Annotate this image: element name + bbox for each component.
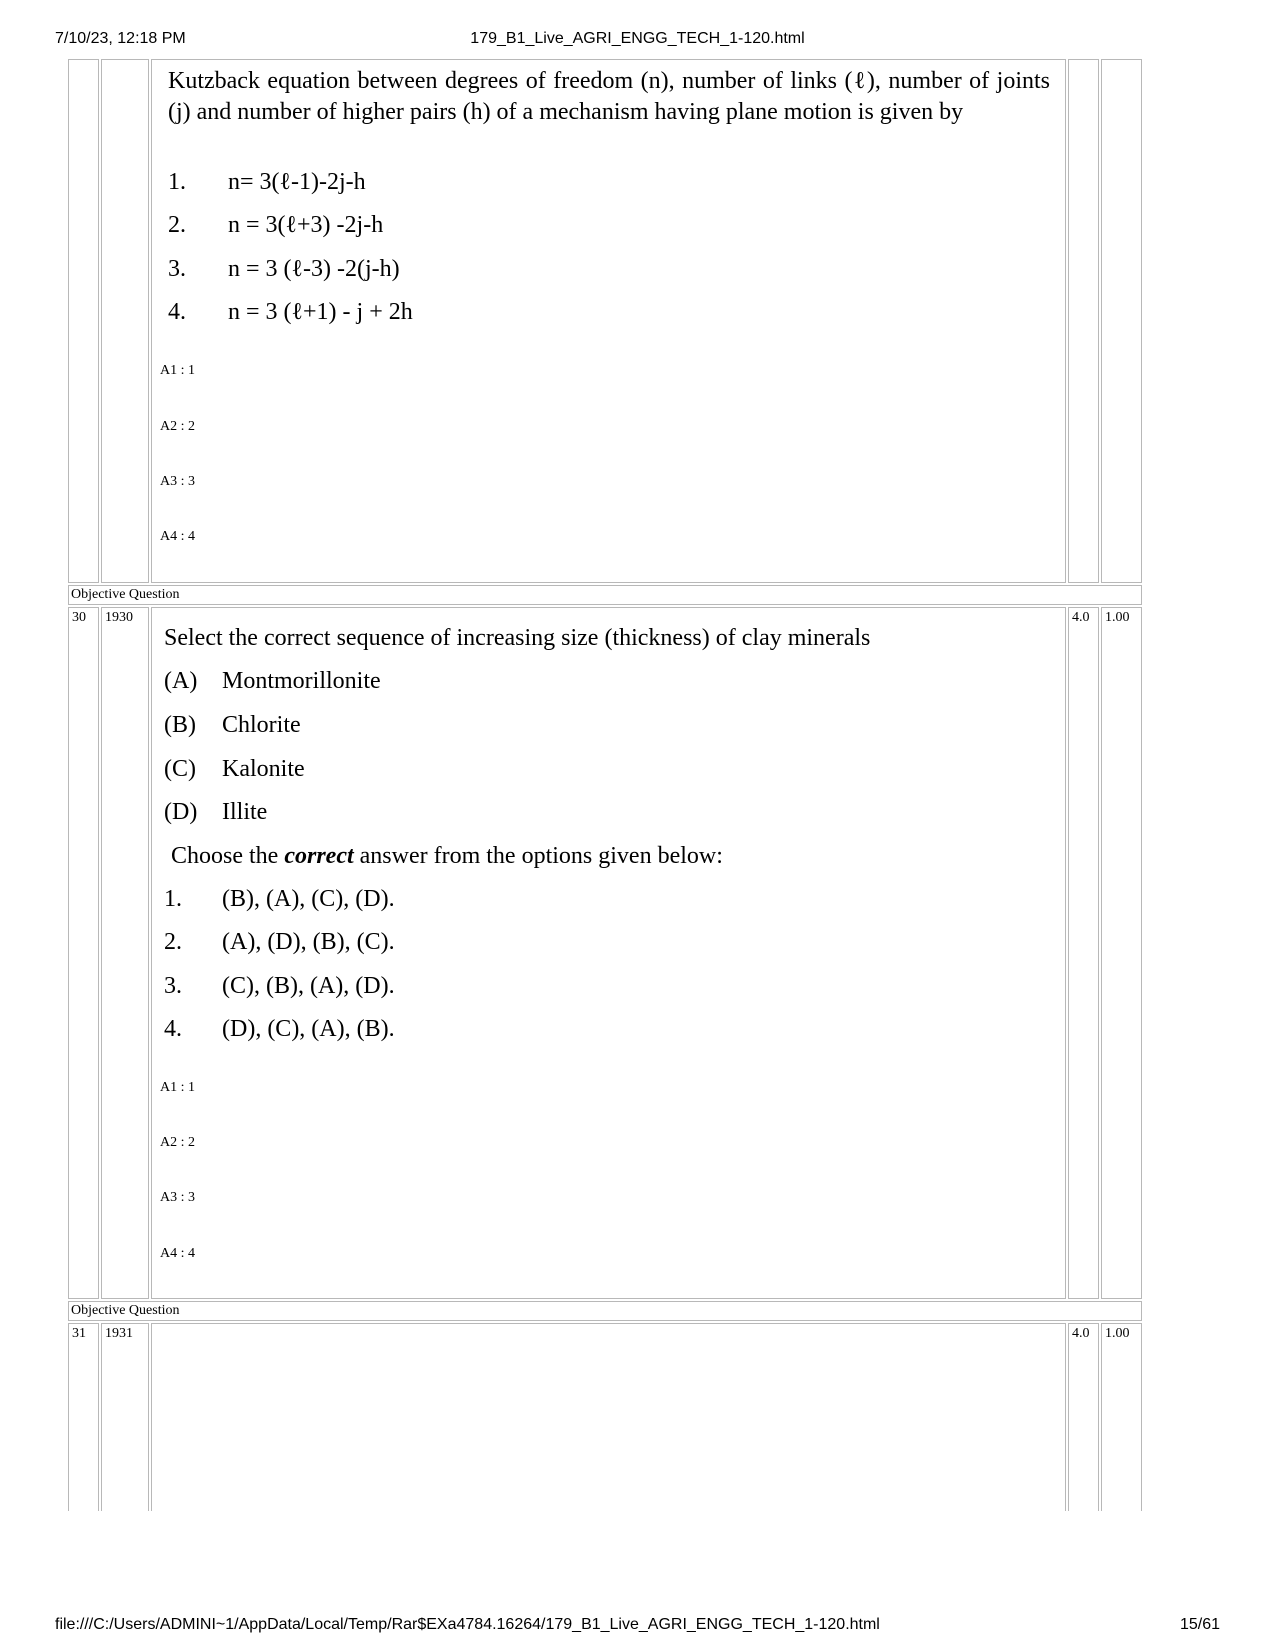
q29-negative-cell [1101,59,1142,583]
q30-type-label: Objective Question [68,585,1142,605]
q29-qid-cell [101,59,149,583]
q29-marks-cell [1068,59,1099,583]
q30-question-text: Select the correct sequence of increasing size (thickness) of clay minerals [164,625,871,651]
q30-marks-cell: 4.0 [1068,607,1099,1299]
q30-answer-2: A2 : 2 [160,1135,195,1150]
option-text: n= 3(ℓ-1)-2j-h [228,169,366,195]
q30-answer-1: A1 : 1 [160,1080,195,1095]
item-label: (B) [164,712,196,738]
print-datetime: 7/10/23, 12:18 PM [55,30,186,47]
q30-qid-cell: 1930 [101,607,149,1299]
option-text: (D), (C), (A), (B). [222,1016,395,1042]
q31-sno-cell: 31 [68,1323,99,1523]
option-text: n = 3 (ℓ+1) - j + 2h [228,299,413,325]
item-label: (A) [164,668,198,694]
choose-post: answer from the options given below: [353,843,723,869]
item-text: Montmorillonite [222,668,381,694]
q29-answer-3: A3 : 3 [160,474,195,489]
option-text: (A), (D), (B), (C). [222,929,395,955]
q30-sno-cell: 30 [68,607,99,1299]
print-file-path: file:///C:/Users/ADMINI~1/AppData/Local/Temp/Rar$EXa4784.16264/179_B1_Live_AGRI_ENGG_TECH_1-120.html [55,1616,880,1633]
q29-answer-2: A2 : 2 [160,419,195,434]
q31-negative-cell: 1.00 [1101,1323,1142,1523]
print-page-number: 15/61 [1179,1616,1220,1633]
item-text: Illite [222,799,268,825]
choose-emphasis: correct [284,843,354,869]
q30-choose-instruction [171,841,723,872]
q29-question-text: Kutzback equation between degrees of freedom (n), number of links (ℓ), number of joints (j) and number of higher pairs (h) of a mechanism having plane motion is given by [168,68,1050,125]
item-label: (D) [164,799,198,825]
option-text: n = 3 (ℓ-3) -2(j-h) [228,256,400,282]
option-number: 3. [168,256,186,282]
choose-pre: Choose the [171,843,285,869]
q29-answer-1: A1 : 1 [160,363,195,378]
item-label: (C) [164,756,196,782]
option-text: (C), (B), (A), (D). [222,973,395,999]
q30-answer-4: A4 : 4 [160,1246,195,1261]
q29-answer-4: A4 : 4 [160,529,195,544]
item-text: Kalonite [222,756,305,782]
q31-marks-cell: 4.0 [1068,1323,1099,1523]
q31-body-cell [151,1323,1066,1523]
print-doc-title: 179_B1_Live_AGRI_ENGG_TECH_1-120.html [470,30,805,47]
q29-sno-cell [68,59,99,583]
option-number: 4. [164,1016,182,1042]
q30-negative-cell: 1.00 [1101,607,1142,1299]
q30-answer-3: A3 : 3 [160,1190,195,1205]
option-text: (B), (A), (C), (D). [222,886,395,912]
option-number: 1. [168,169,186,195]
option-number: 1. [164,886,182,912]
option-number: 2. [168,212,186,238]
option-number: 4. [168,299,186,325]
option-number: 3. [164,973,182,999]
item-text: Chlorite [222,712,301,738]
option-text: n = 3(ℓ+3) -2j-h [228,212,384,238]
q31-type-label: Objective Question [68,1301,1142,1321]
option-number: 2. [164,929,182,955]
q31-qid-cell: 1931 [101,1323,149,1523]
